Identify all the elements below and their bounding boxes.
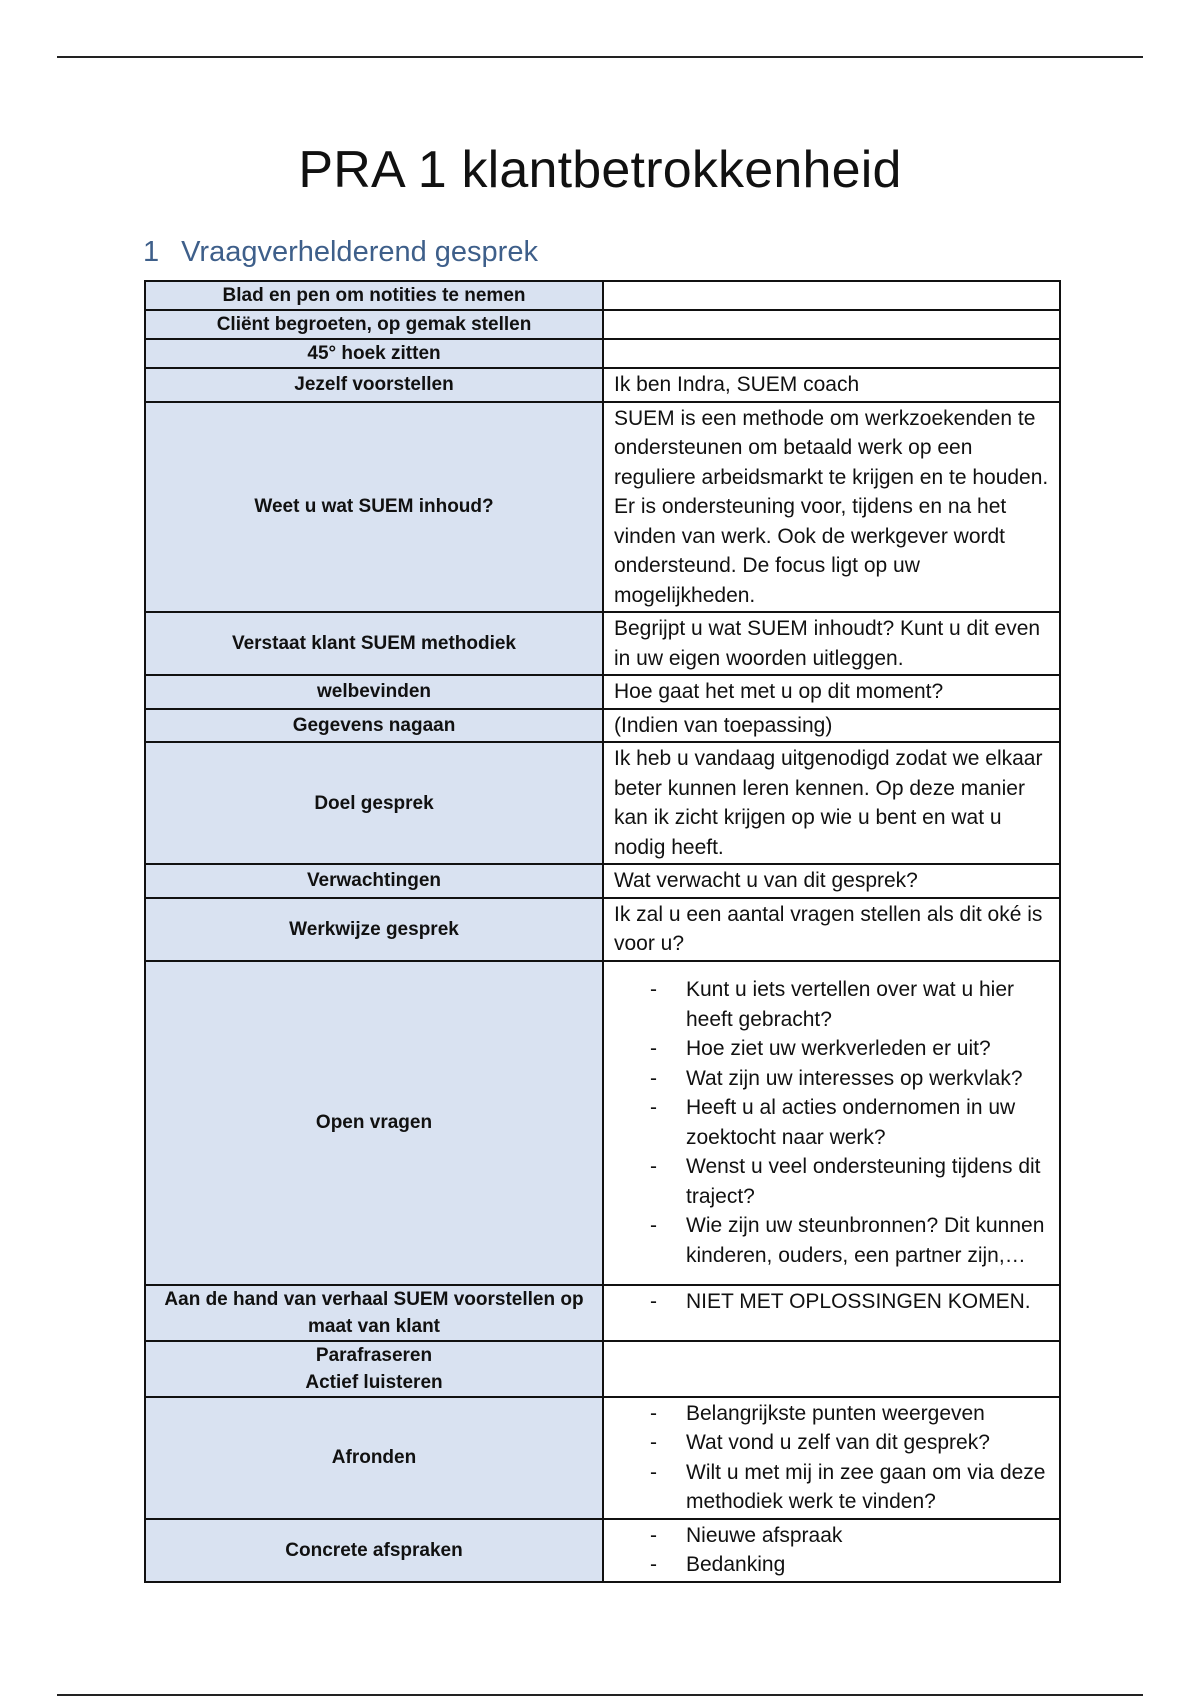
row-label: 45° hoek zitten [145, 339, 603, 368]
row-label: welbevinden [145, 675, 603, 709]
row-label: Cliënt begroeten, op gemak stellen [145, 310, 603, 339]
list-item: - Wat vond u zelf van dit gesprek? [650, 1428, 1049, 1458]
table-row [145, 675, 1060, 709]
row-label: Jezelf voorstellen [145, 368, 603, 402]
row-value [603, 1519, 1060, 1582]
table-row [145, 339, 1060, 368]
row-value: Hoe gaat het met u op dit moment? [603, 675, 1060, 709]
open-questions-list [614, 975, 1049, 1270]
row-value: Ik ben Indra, SUEM coach [603, 368, 1060, 402]
section-number: 1 [143, 236, 160, 268]
table-row [145, 612, 1060, 675]
row-value: (Indien van toepassing) [603, 709, 1060, 743]
list-item: - Bedanking [650, 1550, 1049, 1580]
row-label: Concrete afspraken [145, 1519, 603, 1582]
list-item: - Wat zijn uw interesses op werkvlak? [650, 1064, 1049, 1094]
list-item: - Kunt u iets vertellen over wat u hier heeft gebracht? [650, 975, 1049, 1034]
table-row [145, 961, 1060, 1285]
row-value [603, 1397, 1060, 1519]
agreements-list [614, 1521, 1049, 1580]
row-label: Afronden [145, 1397, 603, 1519]
table-row [145, 1341, 1060, 1397]
row-label: Doel gesprek [145, 742, 603, 864]
row-label: Aan de hand van verhaal SUEM voorstellen op maat van klant [145, 1285, 603, 1341]
page-title: PRA 1 klantbetrokkenheid [298, 141, 902, 199]
row-label: Werkwijze gesprek [145, 898, 603, 961]
footer-rule [57, 1694, 1143, 1696]
table-row [145, 402, 1060, 613]
list-item: - Wie zijn uw steunbronnen? Dit kunnen kinderen, ouders, een partner zijn,… [650, 1211, 1049, 1270]
row-value [603, 1341, 1060, 1397]
row-value: Ik heb u vandaag uitgenodigd zodat we elkaar beter kunnen leren kennen. Op deze manier kan ik zicht krijgen op wie u bent en wat u nodig heeft. [603, 742, 1060, 864]
list-item: - Belangrijkste punten weergeven [650, 1399, 1049, 1429]
table-row [145, 864, 1060, 898]
row-value [603, 281, 1060, 310]
table-row [145, 742, 1060, 864]
table-row [145, 1285, 1060, 1341]
label-line: Actief luisteren [305, 1371, 443, 1393]
label-line: Parafraseren [315, 1344, 433, 1366]
list-item: - Nieuwe afspraak [650, 1521, 1049, 1551]
table-row [145, 1519, 1060, 1582]
section-heading [143, 236, 538, 269]
suem-list [614, 1287, 1049, 1317]
row-value [603, 961, 1060, 1285]
list-item: - Heeft u al acties ondernomen in uw zoektocht naar werk? [650, 1093, 1049, 1152]
table-row [145, 709, 1060, 743]
row-label: Verwachtingen [145, 864, 603, 898]
table-row [145, 281, 1060, 310]
table-row [145, 310, 1060, 339]
row-label: Weet u wat SUEM inhoud? [145, 402, 603, 613]
row-value: SUEM is een methode om werkzoekenden te ondersteunen om betaald werk op een reguliere arbeidsmarkt te krijgen en te houden. Er is ondersteuning voor, tijdens en na het vinden van werk. Ook de werkgever wordt ondersteund. De focus ligt op uw mogelijkheden. [603, 402, 1060, 613]
row-label: Verstaat klant SUEM methodiek [145, 612, 603, 675]
list-item: - Wenst u veel ondersteuning tijdens dit traject? [650, 1152, 1049, 1211]
row-label: Open vragen [145, 961, 603, 1285]
section-heading-text: Vraagverhelderend gesprek [181, 236, 538, 268]
row-value: Begrijpt u wat SUEM inhoudt? Kunt u dit even in uw eigen woorden uitleggen. [603, 612, 1060, 675]
row-value [603, 310, 1060, 339]
row-value: Ik zal u een aantal vragen stellen als dit oké is voor u? [603, 898, 1060, 961]
row-value: Wat verwacht u van dit gesprek? [603, 864, 1060, 898]
closing-list [614, 1399, 1049, 1517]
row-value [603, 1285, 1060, 1341]
table-row [145, 1397, 1060, 1519]
row-label: Gegevens nagaan [145, 709, 603, 743]
conversation-checklist-table [144, 280, 1061, 1583]
row-label [145, 1341, 603, 1397]
table-row [145, 898, 1060, 961]
row-value [603, 339, 1060, 368]
table-row [145, 368, 1060, 402]
list-item: - Hoe ziet uw werkverleden er uit? [650, 1034, 1049, 1064]
list-item: - Wilt u met mij in zee gaan om via deze methodiek werk te vinden? [650, 1458, 1049, 1517]
list-item: - NIET MET OPLOSSINGEN KOMEN. [650, 1287, 1049, 1317]
header-rule [57, 56, 1143, 58]
row-label: Blad en pen om notities te nemen [145, 281, 603, 310]
